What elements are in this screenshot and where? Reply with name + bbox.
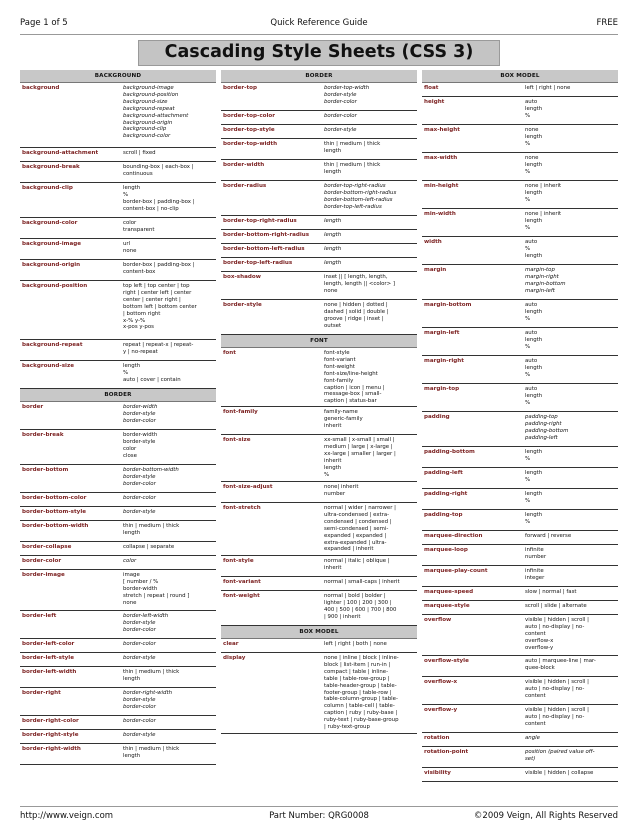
property-row [221,160,417,181]
property-row [221,258,417,272]
property-row [20,361,216,389]
property-values: border-bottom-width border-style border-color [123,467,179,487]
property-row [20,556,216,570]
property-values: border-style [123,509,156,515]
property-name: padding-left [424,470,463,476]
column-1 [20,70,216,802]
property-values: none | hidden | dotted | dashed | solid | double | groove | ridge | inset | outset [324,302,389,329]
property-row [422,468,618,489]
property-values: color transparent [123,220,155,233]
property-row [221,300,417,335]
section-header: BACKGROUND [20,70,216,83]
property-values: padding-top padding-right padding-bottom padding-left [525,414,569,441]
property-values: left | right | both | none [324,641,387,647]
property-row [20,148,216,162]
property-row [422,587,618,601]
property-name: padding [424,414,450,420]
property-name: border-radius [223,183,267,189]
property-row [20,653,216,667]
property-values: scroll | fixed [123,150,156,156]
property-row [20,716,216,730]
property-row [20,744,216,765]
property-name: border [22,404,44,410]
property-row [20,430,216,465]
property-values: border-box | padding-box | content-box [123,262,195,275]
property-row [20,542,216,556]
property-row [221,435,417,482]
property-row [422,615,618,656]
property-name: border-top-left-radius [223,260,293,266]
property-name: margin-right [424,358,464,364]
property-name: font [223,350,236,356]
property-name: border-top-width [223,141,278,147]
property-row [20,667,216,688]
property-name: font-style [223,558,254,564]
property-name: background-attachment [22,150,99,156]
property-values: thin | medium | thick length [324,141,381,154]
property-values: border-color [123,718,156,724]
copyright: ©2009 Veign, All Rights Reserved [473,811,618,821]
property-name: padding-top [424,512,463,518]
property-name: background-image [22,241,82,247]
property-row [221,83,417,111]
property-name: font-size [223,437,251,443]
property-values: border-style [123,732,156,738]
property-name: overflow-style [424,658,469,664]
property-name: border-color [22,558,62,564]
property-name: border-top-color [223,113,276,119]
property-values: length % border-box | padding-box | content-box | no-clip [123,185,195,212]
property-name: background [22,85,60,91]
property-row [221,125,417,139]
property-values: infinite number [525,547,547,560]
property-values: length % auto | cover | contain [123,363,181,383]
property-row [422,545,618,566]
property-row [422,489,618,510]
property-values: auto | marquee-line | mar- quee-block [525,658,596,671]
property-values: infinite integer [525,568,545,581]
title-area [20,40,618,64]
property-row [422,447,618,468]
free-label: FREE [596,18,618,28]
property-values: image [ number / % border-width stretch | repeat | round ] none [123,572,190,606]
property-row [20,507,216,521]
property-name: background-origin [22,262,81,268]
property-name: font-weight [223,593,260,599]
property-values: none length % [525,127,543,147]
property-name: border-collapse [22,544,72,550]
property-values: top left | top center | top right | center left | center center | center right | bottom left | bottom center | bottom right x-% y-% x-pos y-pos [123,283,197,331]
property-name: clear [223,641,239,647]
property-row [20,218,216,239]
page-header [20,14,618,35]
property-values: border-left-width border-style border-color [123,613,169,633]
property-values: length [324,260,342,266]
property-values: forward | reverse [525,533,572,539]
property-row [221,272,417,300]
property-name: max-height [424,127,460,133]
property-name: marquee-direction [424,533,483,539]
property-values: margin-top margin-right margin-bottom margin-left [525,267,566,294]
property-name: border-bottom-left-radius [223,246,305,252]
property-values: inset || [ length, length, length, length || <color> ] none [324,274,395,294]
property-values: border-color [324,113,357,119]
property-values: auto length % [525,330,543,350]
property-row [20,239,216,260]
property-row [422,125,618,153]
property-values: length % [525,449,543,462]
property-values: auto length % [525,99,543,119]
property-name: background-position [22,283,88,289]
property-name: border-left-width [22,669,77,675]
property-row [422,153,618,181]
property-name: box-shadow [223,274,261,280]
property-values: repeat | repeat-x | repeat- y | no-repeat [123,342,194,355]
property-name: overflow-x [424,679,458,685]
property-values: border-color [123,495,156,501]
property-values: border-style [123,655,156,661]
property-row [422,265,618,300]
property-row [20,465,216,493]
property-row [221,111,417,125]
property-row [20,611,216,639]
property-row [20,281,216,340]
property-values: border-style [324,127,357,133]
section-header: BORDER [221,70,417,83]
property-name: border-top [223,85,258,91]
guide-label: Quick Reference Guide [270,18,368,28]
property-values: length [324,218,342,224]
property-row [422,181,618,209]
property-name: border-right-width [22,746,81,752]
property-row [221,230,417,244]
property-name: display [223,655,246,661]
property-row [221,216,417,230]
property-name: font-size-adjust [223,484,273,490]
property-row [422,384,618,412]
property-row [20,402,216,430]
property-row [20,493,216,507]
property-row [422,677,618,705]
property-values: thin | medium | thick length [123,746,180,759]
property-name: font-family [223,409,258,415]
property-name: margin-top [424,386,460,392]
property-values: normal | bold | bolder | lighter | 100 | 200 | 300 | 400 | 500 | 600 | 700 | 800 | 900 | inherit [324,593,397,620]
property-row [422,209,618,237]
property-row [20,639,216,653]
property-values: border-width border-style color close [123,432,158,459]
property-name: font-stretch [223,505,261,511]
property-row [221,639,417,653]
property-row [20,340,216,361]
property-row [221,348,417,407]
property-row [422,97,618,125]
property-values: auto length % [525,386,543,406]
property-row [221,577,417,591]
property-row [20,688,216,716]
property-name: border-bottom-width [22,523,89,529]
property-row [422,601,618,615]
property-name: rotation [424,735,450,741]
property-values: xx-small | x-small | small | medium | large | x-large | xx-large | smaller | larger | inherit length % [324,437,396,478]
property-name: width [424,239,442,245]
section-header: BORDER [20,389,216,402]
footer-url[interactable]: http://www.veign.com [20,811,114,821]
property-row [20,260,216,281]
section-header: BOX MODEL [221,626,417,639]
property-values: border-right-width border-style border-color [123,690,173,710]
property-values: angle [525,735,540,741]
property-values: visible | hidden | collapse [525,770,594,776]
column-3 [422,70,618,802]
property-name: border-left-color [22,641,75,647]
property-name: marquee-play-count [424,568,488,574]
property-row [20,521,216,542]
property-name: padding-bottom [424,449,475,455]
property-name: overflow-y [424,707,458,713]
property-name: max-width [424,155,458,161]
property-row [422,656,618,677]
property-name: border-right-color [22,718,79,724]
property-values: color [123,558,137,564]
property-values: length % [525,512,543,525]
property-name: border-break [22,432,64,438]
property-values: length [324,232,342,238]
property-values: slow | normal | fast [525,589,577,595]
property-row [20,183,216,218]
property-row [221,181,417,216]
property-values: none | inline | block | inline- block | list-item | run-in | compact | table | inline- table | table-row-group | table-header-group | table- footer-group | table-row | table-column-group | table- column | table-cell | table- caption | ruby | ruby-base | ruby-text | ruby-base-group | ruby-text-group [324,655,399,731]
property-values: thin | medium | thick length [123,669,180,682]
property-name: border-style [223,302,262,308]
property-values: normal | italic | oblique | inherit [324,558,390,571]
property-row [221,244,417,258]
property-values: bounding-box | each-box | continuous [123,164,194,177]
property-row [422,768,618,782]
property-row [221,139,417,160]
property-name: background-size [22,363,75,369]
property-values: border-color [123,641,156,647]
part-number: Part Number: QRG0008 [269,811,369,821]
property-name: padding-right [424,491,468,497]
property-name: background-repeat [22,342,83,348]
property-values: none | inherit length % [525,211,562,231]
property-name: background-clip [22,185,73,191]
property-row [422,705,618,733]
property-row [20,162,216,183]
property-values: normal | small-caps | inherit [324,579,400,585]
property-values: visible | hidden | scroll | auto | no-display | no- content [525,679,589,699]
property-row [221,407,417,435]
property-row [422,733,618,747]
property-name: font-variant [223,579,261,585]
property-values: collapse | separate [123,544,175,550]
property-name: visibility [424,770,451,776]
property-name: border-image [22,572,65,578]
property-values: thin | medium | thick length [123,523,180,536]
property-row [422,83,618,97]
property-row [20,570,216,611]
property-row [422,747,618,768]
property-name: border-right [22,690,61,696]
property-row [422,412,618,447]
property-values: length [324,246,342,252]
property-row [20,83,216,148]
property-values: left | right | none [525,85,571,91]
property-name: border-bottom-style [22,509,87,515]
property-name: border-bottom-color [22,495,87,501]
property-name: marquee-speed [424,589,474,595]
property-values: thin | medium | thick length [324,162,381,175]
property-row [422,356,618,384]
property-name: rotation-point [424,749,469,755]
section-header: FONT [221,335,417,348]
property-values: none | inherit length % [525,183,562,203]
property-values: background-image background-position background-size background-repeat background-attachment background-origin background-clip background-color [123,85,189,140]
property-row [422,300,618,328]
property-values: length % [525,491,543,504]
page-title: Cascading Style Sheets (CSS 3) [138,40,500,66]
property-name: border-top-right-radius [223,218,297,224]
property-values: length % [525,470,543,483]
property-name: overflow [424,617,452,623]
property-name: border-bottom-right-radius [223,232,310,238]
property-name: margin-left [424,330,460,336]
property-name: border-width [223,162,265,168]
property-values: visible | hidden | scroll | auto | no-display | no- content [525,707,589,727]
property-values: scroll | slide | alternate [525,603,587,609]
property-values: auto % length [525,239,543,259]
property-values: none| inherit number [324,484,359,497]
property-row [422,510,618,531]
property-name: border-top-style [223,127,275,133]
property-name: height [424,99,445,105]
column-2 [221,70,417,802]
property-row [221,591,417,626]
property-row [422,531,618,545]
page-footer [20,806,618,825]
property-row [20,730,216,744]
section-header: BOX MODEL [422,70,618,83]
property-values: visible | hidden | scroll | auto | no-display | no- content overflow-x overflow-y [525,617,589,651]
property-name: min-height [424,183,459,189]
property-values: normal | wider | narrower | ultra-condensed | extra- condensed | condensed | semi-condensed | semi- expanded | expanded | extra-expanded | ultra- expanded | inherit [324,505,396,553]
property-name: margin-bottom [424,302,472,308]
property-name: border-bottom [22,467,69,473]
property-row [422,566,618,587]
property-row [422,237,618,265]
property-values: none length % [525,155,543,175]
property-row [221,556,417,577]
property-name: background-break [22,164,80,170]
property-row [221,482,417,503]
property-values: auto length % [525,302,543,322]
property-values: url none [123,241,137,254]
property-row [422,328,618,356]
property-values: font-style font-variant font-weight font-size/line-height font-family caption | icon | menu | message-box | small- caption | status-bar [324,350,385,405]
property-row [221,503,417,556]
property-values: border-width border-style border-color [123,404,158,424]
property-name: border-left [22,613,57,619]
property-values: auto length % [525,358,543,378]
page-number: Page 1 of 5 [20,18,68,28]
property-row [221,653,417,734]
property-name: marquee-style [424,603,470,609]
property-name: border-right-style [22,732,79,738]
property-values: family-name generic-family inherit [324,409,363,429]
property-name: marquee-loop [424,547,468,553]
property-values: border-top-width border-style border-color [324,85,370,105]
property-name: min-width [424,211,456,217]
property-name: margin [424,267,447,273]
property-name: float [424,85,439,91]
property-values: border-top-right-radius border-bottom-right-radius border-bottom-left-radius border-top-left-radius [324,183,397,210]
property-values: position (paired value off- set) [525,749,595,762]
property-name: background-color [22,220,78,226]
property-name: border-left-style [22,655,74,661]
